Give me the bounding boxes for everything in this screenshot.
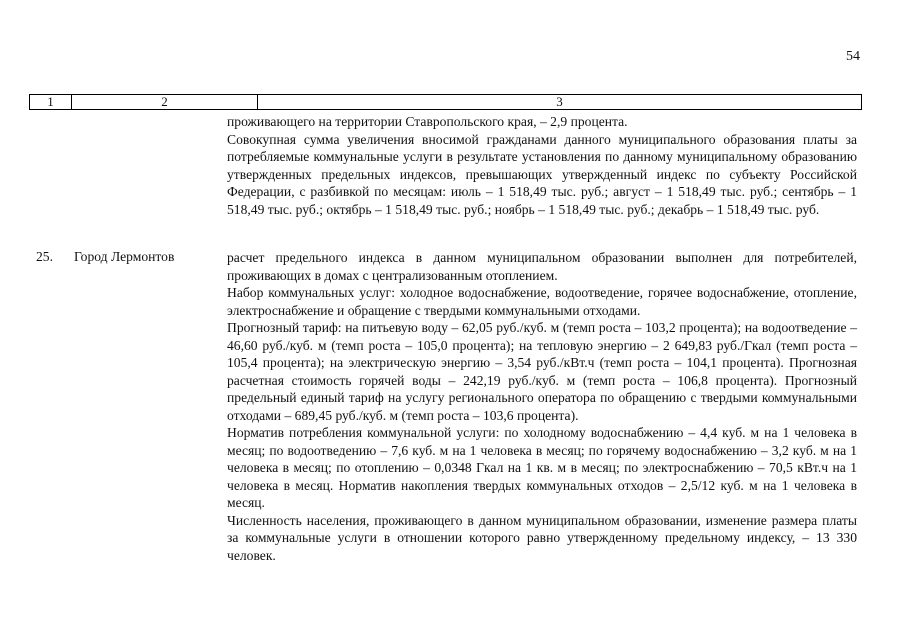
continuation-paragraph: проживающего на территории Ставропольского края, – 2,9 процента. (227, 114, 628, 129)
entry-description (227, 249, 857, 564)
entry-name: Город Лермонтов (74, 249, 175, 264)
entry-paragraph: расчет предельного индекса в данном муниципальном образовании выполнен для потребителей, проживающих в домах с централизованным отоплением. (227, 250, 857, 283)
entry-paragraph: Норматив потребления коммунальной услуги: по холодному водоснабжению – 4,4 куб. м на 1 человека в месяц; по водоотведению – 7,6 куб. м на 1 человека в месяц; по горячему водоснабжению – 3,2 куб. м на 1 человека в месяц; по отоплению – 0,0348 Гкал на 1 кв. м в месяц; по электроснабжению – 70,5 кВт.ч на 1 человека в месяц. Норматив накопления твердых коммунальных отходов – 2,5/12 куб. м на 1 человека в месяц. (227, 425, 857, 510)
entry-paragraph: Численность населения, проживающего в данном муниципальном образовании, изменение размера платы за коммунальные услуги в отношении которого равно утвержденному предельному индексу, – 13 330 человек. (227, 512, 857, 563)
entry-paragraph: Прогнозный тариф: на питьевую воду – 62,05 руб./куб. м (темп роста – 103,2 процента); на водоотведение – 46,60 руб./куб. м (темп роста – 105,0 процента); на тепловую энергию – 2 649,83 руб./Гкал (темп роста – 105,4 процента); на электрическую энергию – 3,54 руб./кВт.ч (темп роста – 104,1 процента). Прогнозная расчетная стоимость горячей воды – 242,19 руб./куб. м (темп роста – 106,8 процента). Прогнозный предельный единый тариф на услугу регионального оператора по обращению с твердыми коммунальными отходами – 689,45 руб./куб. м (темп роста – 103,6 процента). (227, 320, 857, 423)
header-col-1: 1 (30, 95, 72, 109)
entry-number: 25. (36, 249, 53, 264)
continuation-paragraph: Совокупная сумма увеличения вносимой гражданами данного муниципального образования платы за потребляемые коммунальные услуги в результате установления по данному муниципальному образованию утвержденных предельных индексов, превышающих утвержденный индекс по субъекту Российской Федерации, с разбивкой по месяцам: июль – 1 518,49 тыс. руб.; август – 1 518,49 тыс. руб.; сентябрь – 1 518,49 тыс. руб.; октябрь – 1 518,49 тыс. руб.; ноябрь – 1 518,49 тыс. руб.; декабрь – 1 518,49 тыс. руб. (227, 131, 857, 217)
entry-paragraph: Набор коммунальных услуг: холодное водоснабжение, водоотведение, горячее водоснабжение, отопление, электроснабжение и обращение с твердыми коммунальными отходами. (227, 285, 857, 318)
table-header-row (29, 94, 862, 110)
header-col-2: 2 (72, 95, 258, 109)
header-col-3: 3 (556, 94, 563, 109)
page-number: 54 (846, 49, 860, 64)
continuation-block (227, 113, 857, 218)
